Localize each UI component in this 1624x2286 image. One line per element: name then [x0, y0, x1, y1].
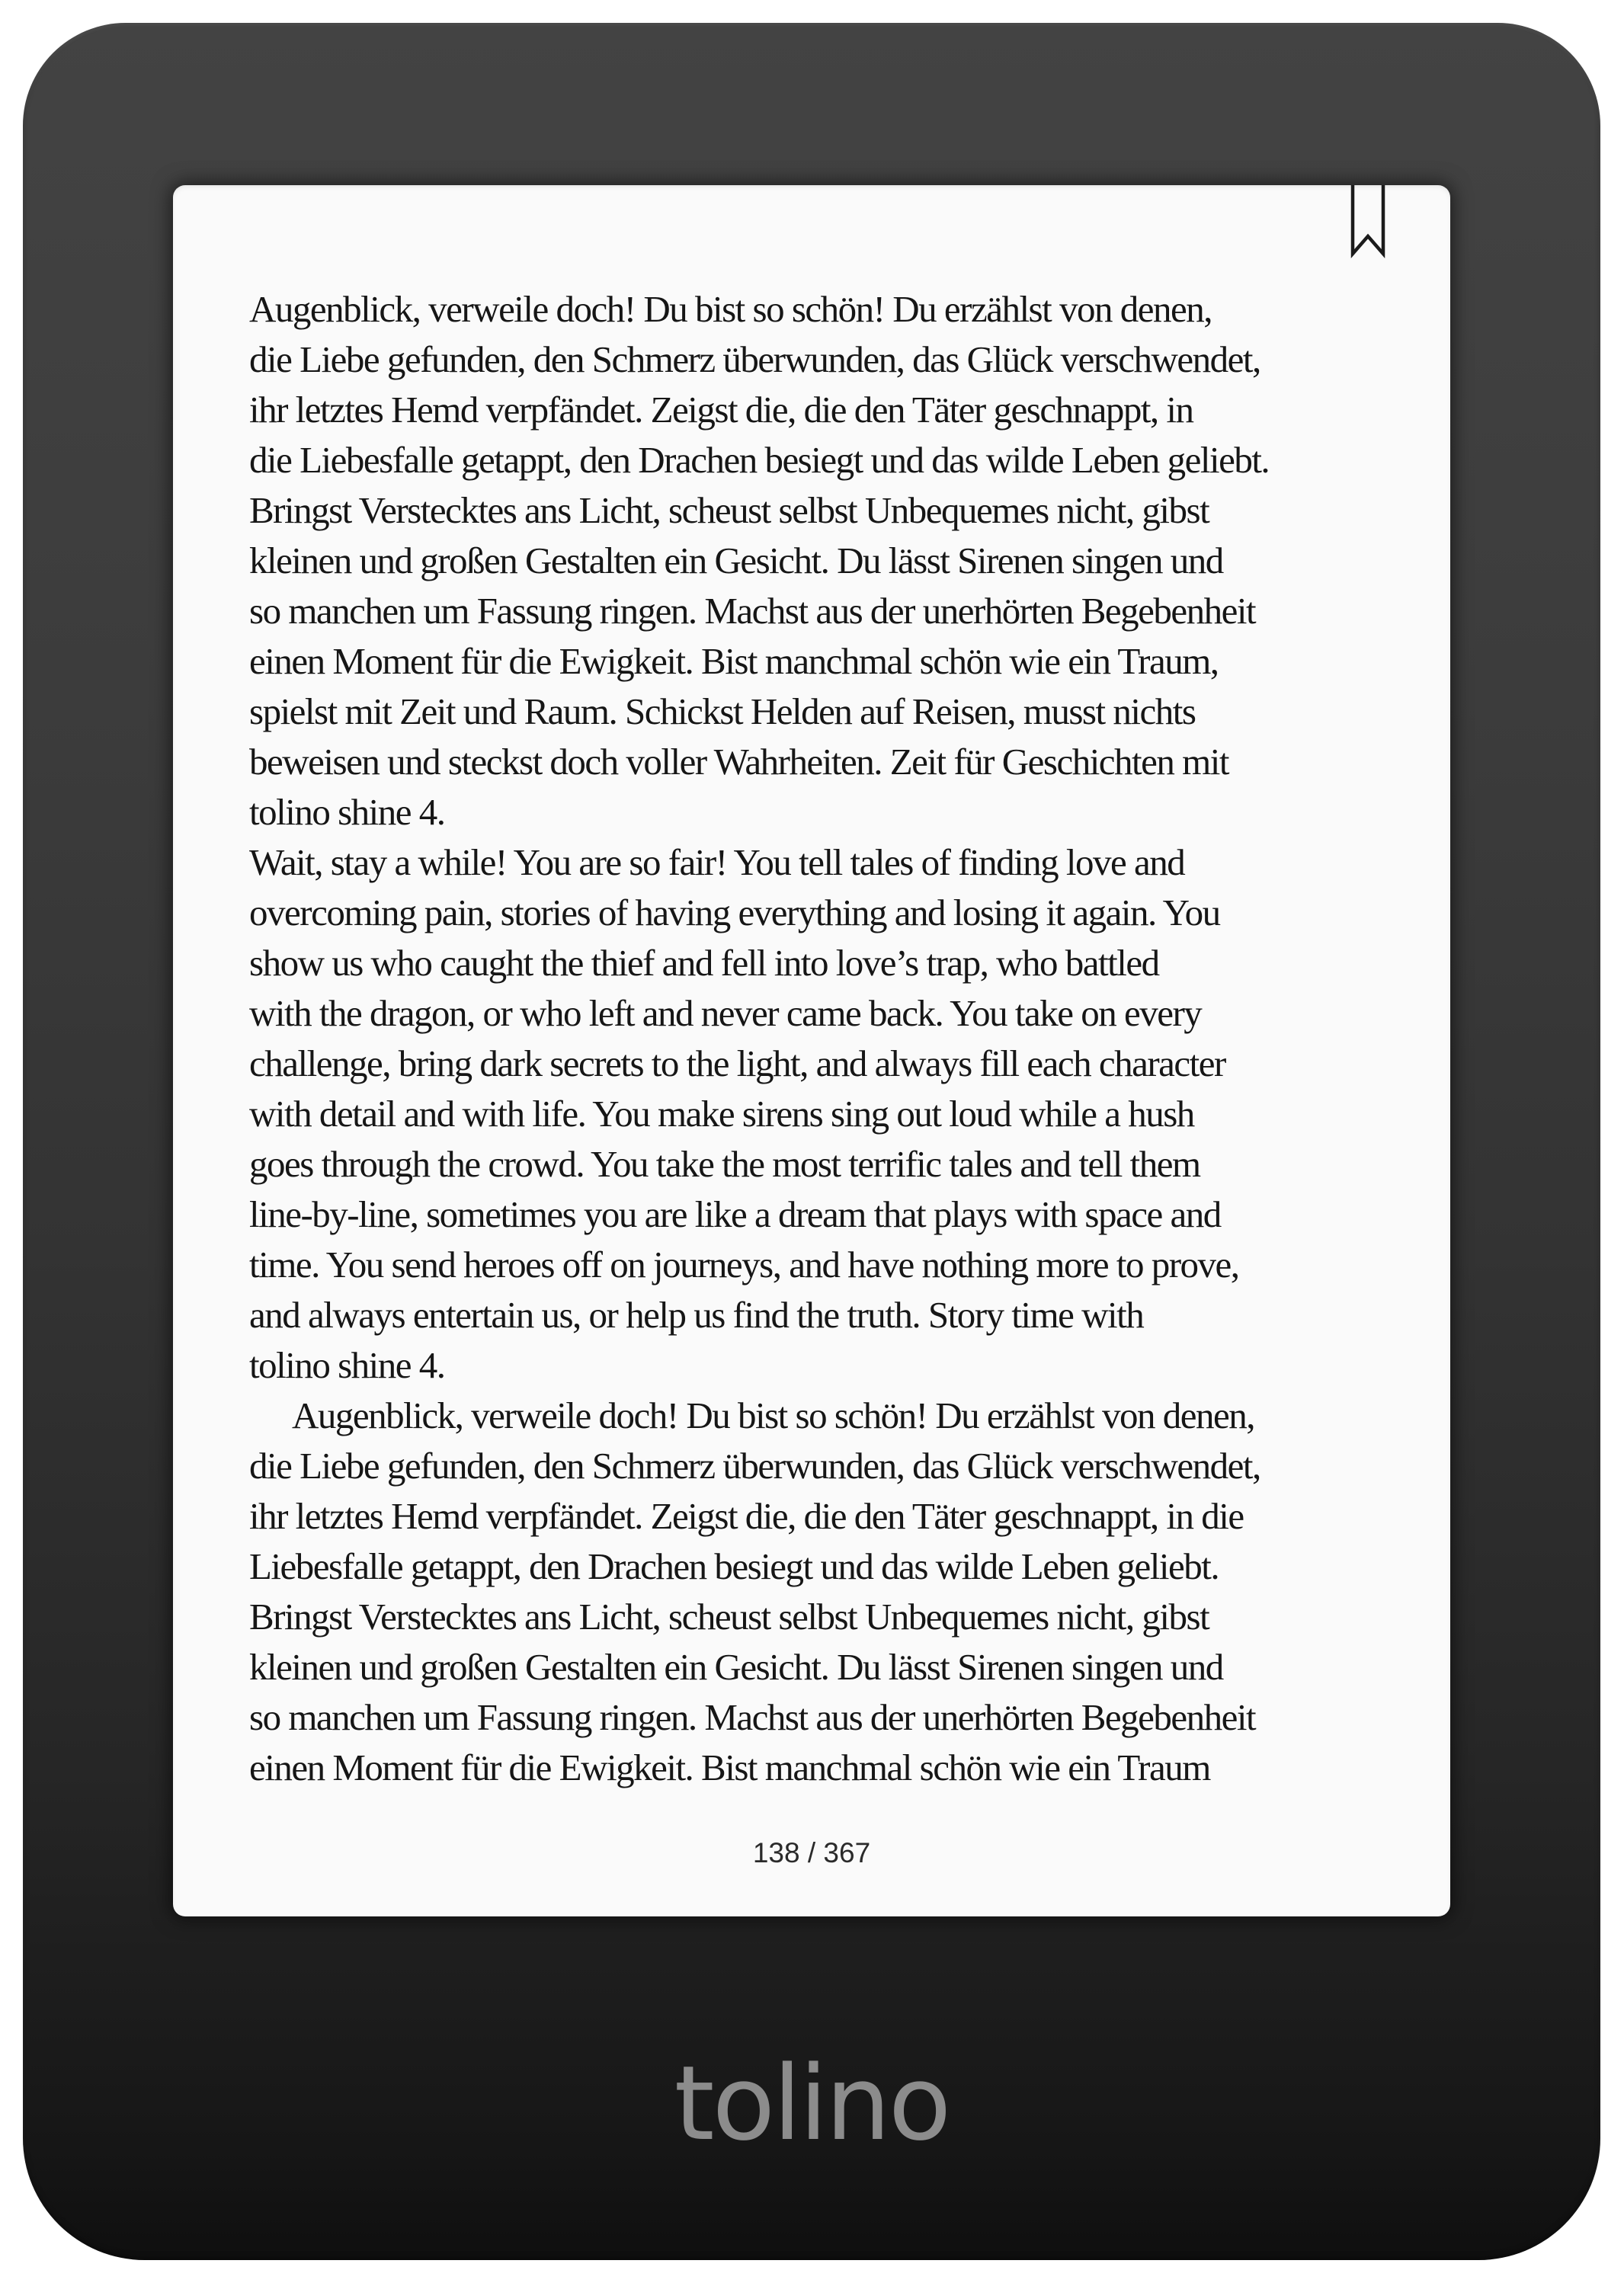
text-line: beweisen und steckst doch voller Wahrheiten. Zeit für Geschichten mit	[249, 741, 1229, 783]
paragraph-english	[249, 837, 1415, 1391]
text-line: overcoming pain, stories of having everything and losing it again. You	[249, 892, 1220, 933]
text-line: Wait, stay a while! You are so fair! You tell tales of finding love and	[249, 841, 1185, 883]
text-line: Bringst Verstecktes ans Licht, scheust selbst Unbequemes nicht, gibst	[249, 1596, 1209, 1638]
text-line: ihr letztes Hemd verpfändet. Zeigst die, die den Täter geschnappt, in die	[249, 1495, 1244, 1537]
text-line: with detail and with life. You make sirens sing out loud while a hush	[249, 1093, 1194, 1135]
text-line: Augenblick, verweile doch! Du bist so schön! Du erzählst von denen,	[249, 288, 1212, 330]
text-line: and always entertain us, or help us find the truth. Story time with	[249, 1294, 1144, 1336]
text-line: so manchen um Fassung ringen. Machst aus der unerhörten Begebenheit	[249, 1696, 1256, 1738]
text-line: Augenblick, verweile doch! Du bist so schön! Du erzählst von denen,	[292, 1394, 1254, 1436]
text-line: challenge, bring dark secrets to the light, and always fill each character	[249, 1042, 1225, 1084]
text-line: einen Moment für die Ewigkeit. Bist manchmal schön wie ein Traum,	[249, 640, 1219, 682]
text-line: tolino shine 4.	[249, 1344, 445, 1386]
text-line: Liebesfalle getappt, den Drachen besiegt und das wilde Leben geliebt.	[249, 1545, 1219, 1587]
ereader-device	[23, 23, 1600, 2260]
text-line: line-by-line, sometimes you are like a dream that plays with space and	[249, 1193, 1221, 1235]
text-line: so manchen um Fassung ringen. Machst aus der unerhörten Begebenheit	[249, 590, 1256, 632]
tolino-logo-text: tolino	[674, 2044, 950, 2163]
text-line: die Liebesfalle getappt, den Drachen besiegt und das wilde Leben geliebt.	[249, 439, 1270, 481]
text-line: die Liebe gefunden, den Schmerz überwunden, das Glück verschwendet,	[249, 1445, 1260, 1487]
text-line: die Liebe gefunden, den Schmerz überwunden, das Glück verschwendet,	[249, 338, 1260, 380]
paragraph-german-2	[249, 1391, 1415, 1793]
bookmark-icon[interactable]	[1350, 185, 1385, 258]
text-line: ihr letztes Hemd verpfändet. Zeigst die, die den Täter geschnappt, in	[249, 389, 1193, 431]
ereader-screen[interactable]	[173, 185, 1450, 1916]
text-line: with the dragon, or who left and never came back. You take on every	[249, 992, 1202, 1034]
tolino-logo	[23, 2044, 1600, 2163]
reading-text	[249, 284, 1415, 1793]
text-line: kleinen und großen Gestalten ein Gesicht. Du lässt Sirenen singen und	[249, 1646, 1223, 1688]
text-line: goes through the crowd. You take the most terrific tales and tell them	[249, 1143, 1200, 1185]
text-line: spielst mit Zeit und Raum. Schickst Helden auf Reisen, musst nichts	[249, 690, 1196, 732]
text-line: kleinen und großen Gestalten ein Gesicht. Du lässt Sirenen singen und	[249, 539, 1223, 581]
text-line: tolino shine 4.	[249, 791, 445, 833]
paragraph-german-1	[249, 284, 1415, 837]
text-line: time. You send heroes off on journeys, and have nothing more to prove,	[249, 1244, 1239, 1285]
text-line: show us who caught the thief and fell into love’s trap, who battled	[249, 942, 1159, 984]
page-indicator: 138 / 367	[752, 1837, 871, 1868]
text-line: Bringst Verstecktes ans Licht, scheust selbst Unbequemes nicht, gibst	[249, 489, 1209, 531]
text-line: einen Moment für die Ewigkeit. Bist manchmal schön wie ein Traum	[249, 1747, 1210, 1788]
